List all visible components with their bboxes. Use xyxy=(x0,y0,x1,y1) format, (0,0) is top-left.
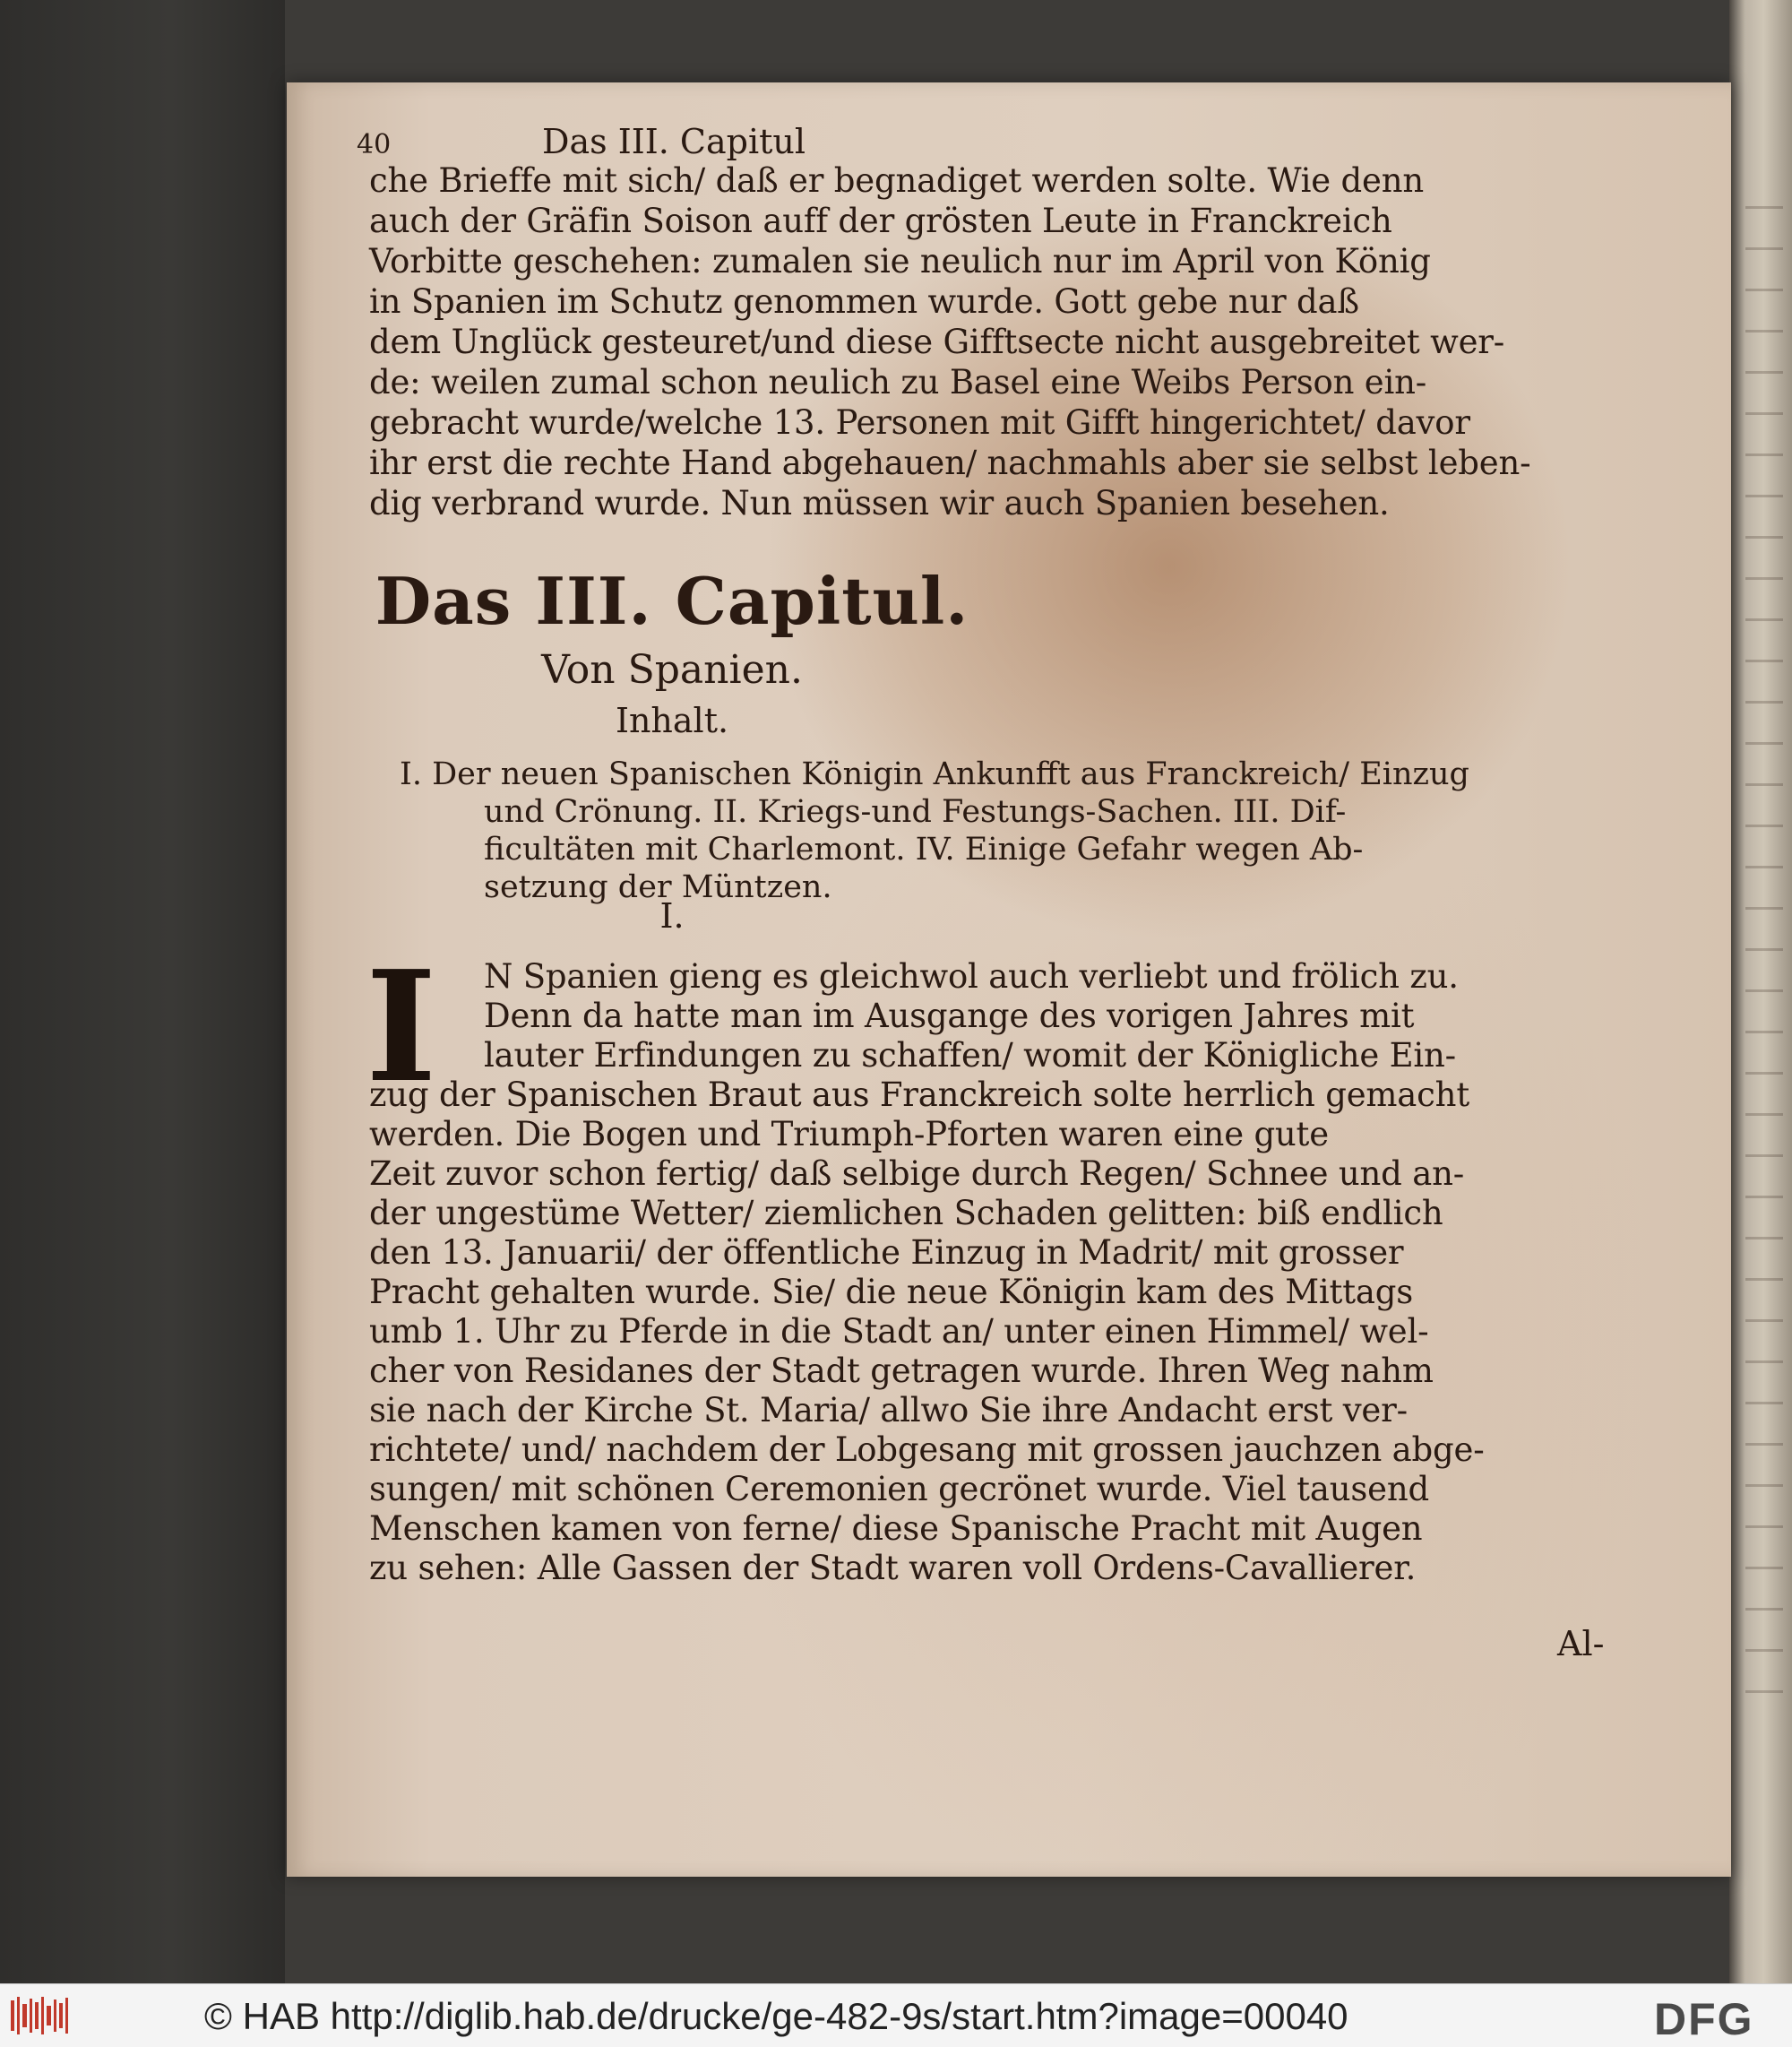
drop-cap-initial: I xyxy=(366,937,437,1117)
text-line: che Brieffe mit sich/ daß er begnadiget werden solte. Wie denn xyxy=(369,161,1424,200)
catchword: Al- xyxy=(1557,1624,1605,1663)
text-line: Vorbitte geschehen: zumalen sie neulich nur im April von König xyxy=(369,242,1431,281)
scan-background-left xyxy=(0,0,285,1983)
page-number: 40 xyxy=(357,129,392,160)
text-line: Pracht gehalten wurde. Sie/ die neue Königin kam des Mittags xyxy=(369,1273,1414,1311)
text-line: umb 1. Uhr zu Pferde in die Stadt an/ unter einen Himmel/ wel- xyxy=(369,1312,1429,1351)
text-line: sungen/ mit schönen Ceremonien gecrönet wurde. Viel tausend xyxy=(369,1470,1429,1508)
contents-label: Inhalt. xyxy=(615,701,729,740)
section-numeral: I. xyxy=(659,896,685,936)
footer-bar xyxy=(0,1983,1792,2047)
text-line: zu sehen: Alle Gassen der Stadt waren voll Ordens-Cavallierer. xyxy=(369,1549,1417,1587)
text-line: in Spanien im Schutz genommen wurde. Gott gebe nur daß xyxy=(369,282,1359,321)
text-line: Denn da hatte man im Ausgange des vorigen Jahres mit xyxy=(484,997,1415,1035)
text-line: zug der Spanischen Braut aus Franckreich solte herrlich gemacht xyxy=(369,1075,1469,1114)
text-line: dig verbrand wurde. Nun müssen wir auch Spanien besehen. xyxy=(369,484,1390,523)
text-line: Menschen kamen von ferne/ diese Spanische Pracht mit Augen xyxy=(369,1509,1423,1548)
chapter-subtitle: Von Spanien. xyxy=(541,647,803,693)
text-line: richtete/ und/ nachdem der Lobgesang mit grossen jauchzen abge- xyxy=(369,1430,1485,1469)
adjacent-page-edge xyxy=(1729,0,1792,1983)
text-line: den 13. Januarii/ der öffentliche Einzug in Madrit/ mit grosser xyxy=(369,1233,1404,1272)
text-line: lauter Erfindungen zu schaffen/ womit der Königliche Ein- xyxy=(484,1036,1456,1075)
summary-line: setzung der Müntzen. xyxy=(484,869,832,905)
text-line: werden. Die Bogen und Triumph-Pforten waren eine gute xyxy=(369,1115,1329,1153)
summary-line: ficultäten mit Charlemont. IV. Einige Gefahr wegen Ab- xyxy=(484,832,1364,868)
copyright-url-link[interactable]: © HAB http://diglib.hab.de/drucke/ge-482-9s/start.htm?image=00040 xyxy=(204,1995,1348,2037)
text-line: Zeit zuvor schon fertig/ daß selbige durch Regen/ Schnee und an- xyxy=(369,1154,1465,1193)
chapter-title: Das III. Capitul. xyxy=(375,563,969,639)
text-line: N Spanien gieng es gleichwol auch verliebt und frölich zu. xyxy=(484,957,1459,996)
text-line: auch der Gräfin Soison auff der grösten Leute in Franckreich xyxy=(369,202,1392,240)
text-line: dem Unglück gesteuret/und diese Gifftsecte nicht ausgebreitet wer- xyxy=(369,323,1505,361)
summary-line: I. Der neuen Spanischen Königin Ankunfft aus Franckreich/ Einzug xyxy=(400,756,1469,792)
text-line: der ungestüme Wetter/ ziemlichen Schaden gelitten: biß endlich xyxy=(369,1194,1443,1232)
text-line: sie nach der Kirche St. Maria/ allwo Sie ihre Andacht erst ver- xyxy=(369,1391,1408,1429)
hab-barcode-logo-icon[interactable] xyxy=(9,1995,70,2036)
running-head: Das III. Capitul xyxy=(542,122,806,161)
text-line: de: weilen zumal schon neulich zu Basel eine Weibs Person ein- xyxy=(369,363,1427,402)
text-line: gebracht wurde/welche 13. Personen mit Gifft hingerichtet/ davor xyxy=(369,403,1470,442)
dfg-logo: DFG xyxy=(1654,1994,1754,2044)
summary-line: und Crönung. II. Kriegs-und Festungs-Sachen. III. Dif- xyxy=(484,794,1347,830)
text-line: cher von Residanes der Stadt getragen wurde. Ihren Weg nahm xyxy=(369,1352,1434,1390)
text-line: ihr erst die rechte Hand abgehauen/ nachmahls aber sie selbst leben- xyxy=(369,444,1531,482)
